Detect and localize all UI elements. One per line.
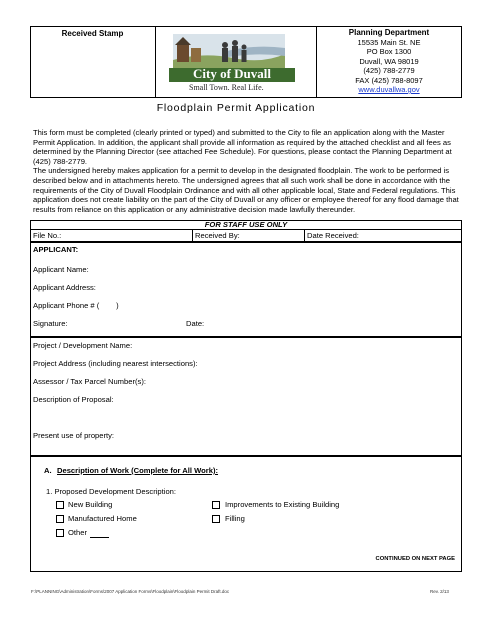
footer-file-path: F:\PLANNING\Administration\Forms\2007 Application Forms\Floodplain\Floodplain Permit Draft.doc: [31, 589, 230, 594]
applicant-name-field[interactable]: Applicant Name:: [33, 265, 89, 274]
intro-paragraph-1: This form must be completed (clearly printed or typed) and submitted to the City to file an application along with the Master Permit Application. In addition, the applicant shall provide all information as required by the attached checklist and all fees as determined by the Planning Director (see attached Fee Schedule). For questions, please contact the Planning Department at (425) 788-2779.: [33, 128, 452, 166]
project-name-field[interactable]: Project / Development Name:: [33, 341, 133, 350]
improvements-checkbox[interactable]: [212, 501, 220, 509]
applicant-phone-field[interactable]: Applicant Phone # ( ): [33, 301, 119, 310]
manufactured-home-label: Manufactured Home: [68, 514, 137, 523]
filling-checkbox[interactable]: [212, 515, 220, 523]
staff-col-divider-2: [304, 229, 305, 242]
filling-label: Filling: [225, 514, 245, 523]
department-phone: (425) 788-2779: [363, 66, 415, 75]
continued-note: CONTINUED ON NEXT PAGE: [375, 556, 455, 562]
department-address1: 15535 Main St. NE: [357, 37, 421, 47]
other-label: Other: [68, 528, 87, 537]
header-divider-left: [155, 26, 156, 98]
proposed-development-label: 1. Proposed Development Description:: [46, 487, 177, 496]
received-by-label: Received By:: [195, 231, 240, 240]
improvements-label: Improvements to Existing Building: [225, 500, 340, 509]
staff-row-divider: [30, 229, 462, 230]
date-received-label: Date Received:: [307, 231, 359, 240]
date-field[interactable]: Date:: [186, 319, 205, 328]
department-city: Duvall, WA 98019: [359, 56, 419, 66]
section-a-letter: A.: [44, 466, 52, 475]
intro-text: [33, 128, 459, 214]
form-title: Floodplain Permit Application: [156, 102, 316, 114]
other-blank-line[interactable]: [90, 537, 109, 538]
new-building-checkbox[interactable]: [56, 501, 64, 509]
footer-revision: Rev. 2/13: [430, 589, 449, 594]
received-stamp-label: Received Stamp: [61, 29, 124, 38]
signature-field[interactable]: Signature:: [33, 319, 68, 328]
department-website-link[interactable]: www.duvallwa.gov: [358, 85, 420, 94]
intro-paragraph-2: The undersigned hereby makes application for a permit to develop in the designated floodplain. The work to be performed is described below and in attachments hereto. The undersigned agrees that all such work shall be done in accordance with the requirements of the City of Duvall Floodplain Ordinance and with all other applicable local, State and Federal regulations. This application does not create liability on the part of the City of Duvall or any officer or employee thereof for any flood damage that results from reliance on this application or any administrative decision made lawfully thereunder.: [33, 166, 459, 214]
staff-col-divider-1: [192, 229, 193, 242]
department-block: [316, 28, 462, 95]
logo-tagline: Small Town. Real Life.: [189, 83, 264, 92]
department-fax: FAX (425) 788-8097: [355, 75, 423, 85]
present-use-field[interactable]: Present use of property:: [33, 431, 115, 440]
file-no-label: File No.:: [33, 231, 62, 240]
new-building-label: New Building: [68, 500, 113, 509]
department-title: Planning Department: [348, 28, 430, 37]
parcel-number-field[interactable]: Assessor / Tax Parcel Number(s):: [33, 377, 146, 386]
logo-name: City of Duvall: [193, 66, 271, 81]
staff-heading: FOR STAFF USE ONLY: [204, 220, 288, 229]
applicant-address-field[interactable]: Applicant Address:: [33, 283, 96, 292]
other-checkbox[interactable]: [56, 529, 64, 537]
city-logo: [163, 30, 311, 94]
project-address-field[interactable]: Project Address (including nearest intersections):: [33, 359, 198, 368]
proposal-description-field[interactable]: Description of Proposal:: [33, 395, 114, 404]
manufactured-home-checkbox[interactable]: [56, 515, 64, 523]
section-a-heading: Description of Work (Complete for All Work):: [57, 466, 219, 475]
applicant-heading: APPLICANT:: [33, 245, 79, 254]
department-address2: PO Box 1300: [366, 47, 412, 56]
